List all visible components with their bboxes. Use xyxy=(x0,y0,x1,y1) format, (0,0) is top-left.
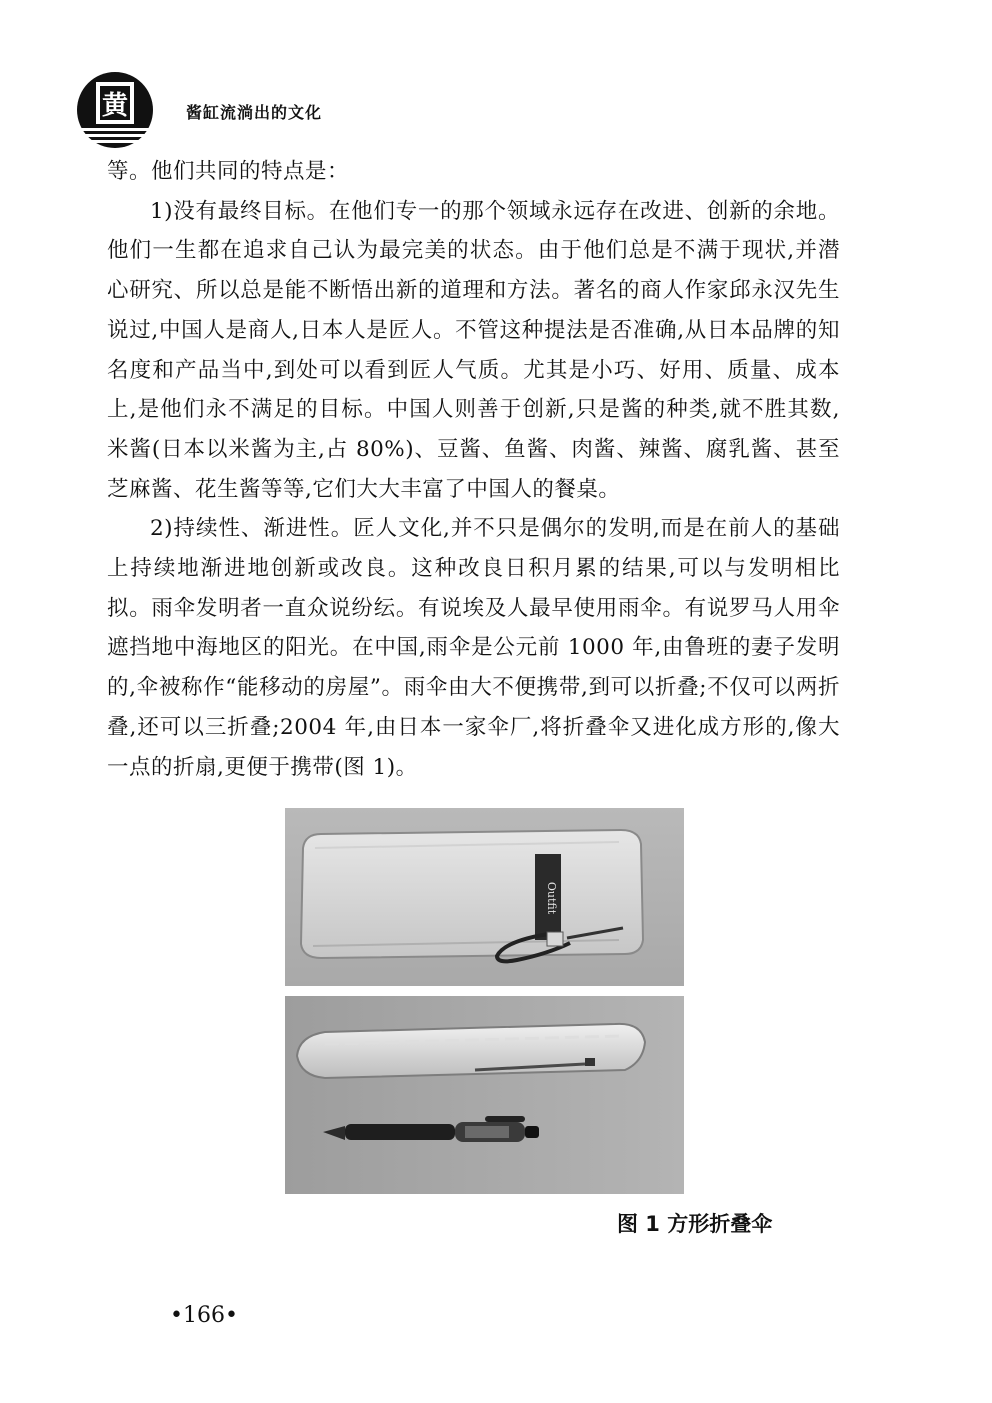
page-number: •166• xyxy=(170,1303,238,1328)
running-header xyxy=(74,70,474,150)
lead-paragraph: 等。他们共同的特点是： xyxy=(107,159,350,184)
book-logo-icon xyxy=(74,70,156,150)
square-umbrella-side-view xyxy=(297,1024,645,1078)
logo-glyph: 黄 xyxy=(101,91,129,121)
paragraph-point-2: 2)持续性、渐进性。匠人文化,并不只是偶尔的发明,而是在前人的基础上持续地渐进地创新或改良。这种改良日积月累的结果,可以与发明相比拟。雨伞发明者一直众说纷纭。有说埃及人最早使用雨伞。有说罗马人用伞遮挡地中海地区的阳光。在中国,雨伞是公元前 1000 年,由鲁班的妻子发明的,伞被称作“能移动的房屋”。雨伞由大不便携带,到可以折叠;不仅可以两折叠,还可以三折叠;2004 年,由日本一家伞厂,将折叠伞又进化成方形的,像大一点的折扇,更便于携带(图 1)。 xyxy=(107,516,840,780)
umbrella-brand-label: Outfit xyxy=(545,881,558,915)
figure-caption: 图 1 方形折叠伞 xyxy=(617,1212,773,1236)
body-text xyxy=(107,152,840,787)
header-title: 酱缸流淌出的文化 xyxy=(186,103,323,122)
square-umbrella-top-view xyxy=(301,830,643,961)
folding-umbrella-photo xyxy=(285,808,684,1194)
paragraph-point-1: 1)没有最终目标。在他们专一的那个领域永远存在改进、创新的余地。他们一生都在追求自己认为最完美的状态。由于他们总是不满于现状,并潜心研究、所以总是能不断悟出新的道理和方法。著名的商人作家邱永汉先生说过,中国人是商人,日本人是匠人。不管这种提法是否准确,从日本品牌的知名度和产品当中,到处可以看到匠人气质。尤其是小巧、好用、质量、成本上,是他们永不满足的目标。中国人则善于创新,只是酱的种类,就不胜其数,米酱(日本以米酱为主,占 80%)、豆酱、鱼酱、肉酱、辣酱、腐乳酱、甚至芝麻酱、花生酱等等,它们大大丰富了中国人的餐桌。 xyxy=(107,198,840,502)
